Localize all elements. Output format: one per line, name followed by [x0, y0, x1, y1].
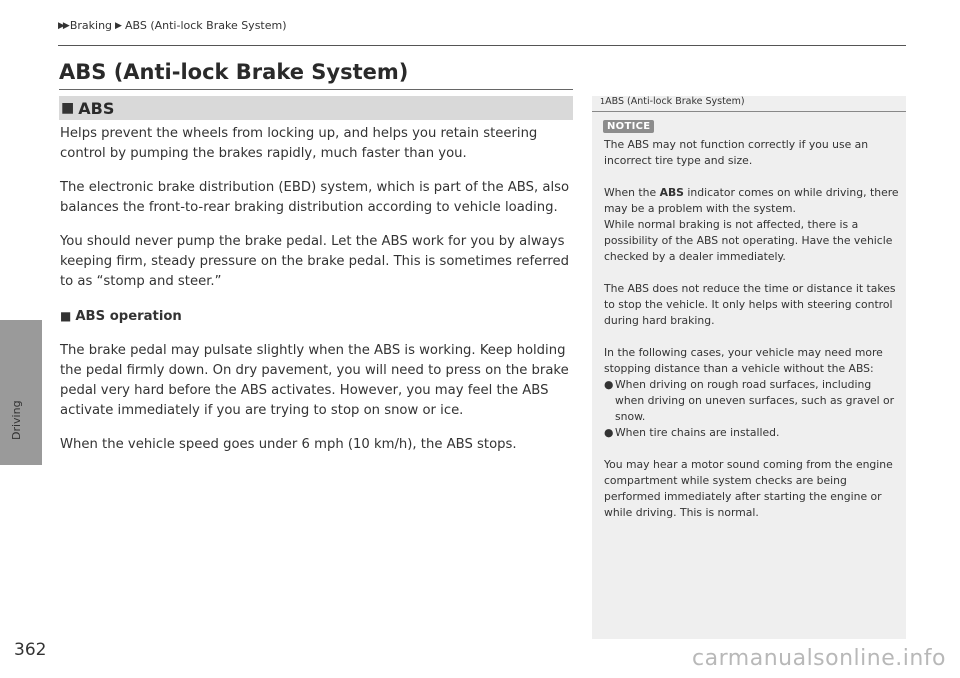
indicator-text-2: While normal braking is not affected, there is a possibility of the ABS not operating. Have the vehicle checked by a dealer immediately.	[604, 218, 893, 263]
watermark: carmanualsonline.info	[692, 646, 946, 671]
list-item	[604, 425, 900, 441]
bullet-icon: ●	[604, 426, 614, 439]
list-item-text: When tire chains are installed.	[615, 426, 780, 439]
cases-list	[604, 377, 900, 441]
bullet-icon: ●	[604, 378, 614, 391]
notice-badge: NOTICE	[603, 120, 654, 133]
subsection-heading-text: ABS operation	[75, 309, 182, 324]
motor-text: You may hear a motor sound coming from the engine compartment while system checks are being performed immediately after starting the engine or while driving. This is normal.	[604, 458, 893, 519]
breadcrumb	[58, 19, 290, 32]
notice-text: The ABS may not function correctly if you use an incorrect tire type and size.	[604, 138, 869, 167]
list-item	[604, 377, 900, 425]
sidebar-heading-text: ABS (Anti-lock Brake System)	[605, 96, 745, 107]
subsection-square-icon: ■	[60, 309, 72, 323]
body-paragraph: Helps prevent the wheels from locking up, and helps you retain steering control by pumping the brakes rapidly, much faster than you.	[60, 126, 538, 161]
section-square-icon: ■	[61, 100, 75, 116]
stopping-text: The ABS does not reduce the time or distance it takes to stop the vehicle. It only helps with steering control during hard braking.	[604, 282, 896, 327]
title-divider	[59, 89, 573, 90]
page-title: ABS (Anti-lock Brake System)	[59, 60, 409, 84]
chapter-tab-label: Driving	[10, 400, 23, 440]
sidebar-heading	[600, 96, 745, 107]
cases-intro: In the following cases, your vehicle may need more stopping distance than a vehicle without the ABS:	[604, 346, 883, 375]
body-paragraph: You should never pump the brake pedal. Let the ABS work for you by always keeping firm, steady pressure on the brake pedal. This is sometimes referred to as “stomp and steer.”	[60, 234, 570, 289]
main-body	[60, 124, 580, 469]
body-paragraph: When the vehicle speed goes under 6 mph (10 km/h), the ABS stops.	[60, 437, 517, 452]
breadcrumb-link-braking[interactable]: Braking	[69, 19, 113, 32]
section-heading: ABS	[78, 98, 115, 118]
page-number: 362	[14, 640, 47, 660]
subsection-heading	[60, 306, 580, 327]
reference-mark: 1	[600, 97, 606, 106]
sidebar-note	[592, 96, 906, 639]
breadcrumb-arrow-icon: ▶▶	[58, 20, 68, 31]
sidebar-divider	[592, 111, 906, 112]
list-item-text: When driving on rough road surfaces, including when driving on uneven surfaces, such as gravel or snow.	[615, 378, 895, 423]
sidebar-body	[604, 137, 900, 537]
indicator-text-pre: When the	[604, 186, 660, 199]
section-heading-bar	[59, 96, 573, 120]
breadcrumb-separator-icon: ▶	[115, 20, 122, 31]
header-divider	[58, 45, 906, 46]
indicator-text	[604, 185, 900, 217]
body-paragraph: The brake pedal may pulsate slightly when the ABS is working. Keep holding the pedal firmly down. On dry pavement, you will need to press on the brake pedal very hard before the ABS activates. However, you may feel the ABS activate immediately if you are trying to stop on snow or ice.	[60, 343, 569, 418]
abs-indicator-word: ABS	[659, 186, 684, 199]
breadcrumb-link-abs[interactable]: ABS (Anti-lock Brake System)	[124, 19, 287, 32]
body-paragraph: The electronic brake distribution (EBD) system, which is part of the ABS, also balances the front-to-rear braking distribution according to vehicle loading.	[60, 180, 570, 215]
indicator-text-post: indicator comes on while driving, there may be a problem with the system.	[604, 186, 899, 215]
